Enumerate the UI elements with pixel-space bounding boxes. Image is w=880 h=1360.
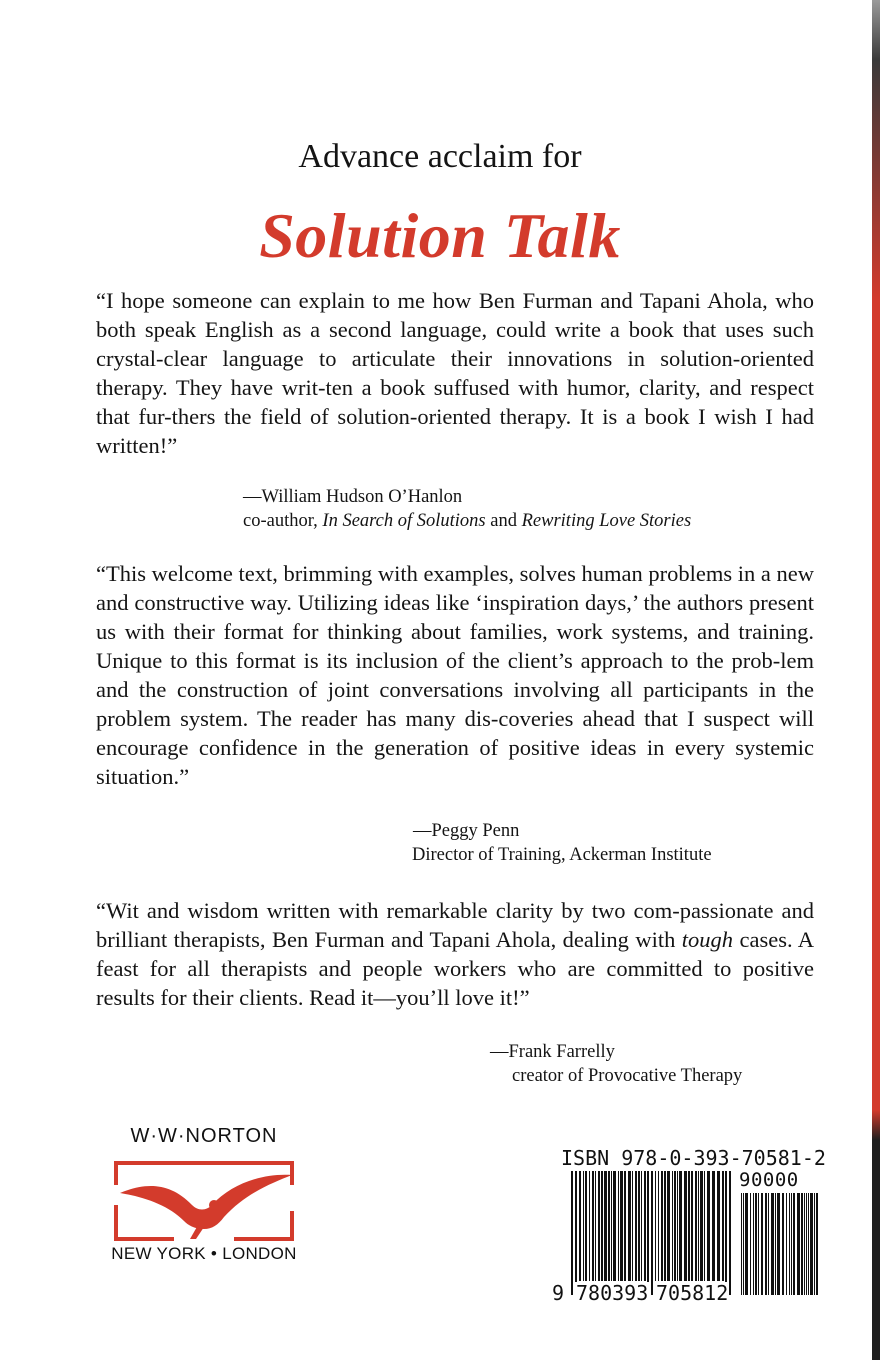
endorsement-quote-1: “I hope someone can explain to me how Ben Furman and Tapani Ahola, who both speak English as a second language, could write a book that uses such crystal-clear language to articulate their innovations in solution-oriented therapy. They have writ-ten a book suffused with humor, clarity, and respect that fur-thers the field of solution-oriented therapy. It is a book I wish I had written!” [96, 288, 814, 458]
barcode-bar [677, 1171, 678, 1281]
addon-bar [786, 1193, 787, 1295]
barcode-bar [641, 1171, 642, 1281]
isbn-number: ISBN 978-0-393-70581-2 [561, 1146, 826, 1170]
addon-bar [816, 1193, 818, 1295]
barcode-bar [672, 1171, 673, 1281]
barcode-bar [624, 1171, 626, 1281]
ean-left-group: 780393 [576, 1281, 649, 1305]
barcode-bar [620, 1171, 623, 1281]
barcode-guard-bar [575, 1171, 577, 1295]
addon-bar [806, 1193, 807, 1295]
addon-bar [782, 1193, 784, 1295]
barcode-bar [722, 1171, 724, 1281]
barcode-bar [579, 1171, 581, 1281]
addon-bar [789, 1193, 790, 1295]
addon-bar [797, 1193, 800, 1295]
isbn-barcode [552, 1146, 827, 1307]
endorsement-quote-2: “This welcome text, brimming with examples, solves human problems in a new and constructive way. Utilizing ideas like ‘inspiration days,’ the authors present us with their format for thinking about families, work systems, and training. Unique to this format is its inclusion of the client’s approach to the prob-lem and the construction of joint conversations involving all participants in the problem system. The reader has many dis-coveries ahead that I suspect will encourage confidence in the generation of positive ideas in every systemic situation.” [96, 561, 814, 789]
endorsement-author-1: —William Hudson O’Hanlon [243, 487, 463, 507]
price-addon-digits: 90000 [739, 1169, 799, 1191]
barcode-bar [717, 1171, 720, 1281]
addon-bar [741, 1193, 742, 1295]
barcode-guard-bar [729, 1171, 731, 1295]
barcode-bar [695, 1171, 697, 1281]
addon-bar [768, 1193, 769, 1295]
endorsement-affiliation-3: creator of Provocative Therapy [512, 1066, 743, 1086]
endorsement-attribution-2 [412, 819, 712, 867]
ean-right-group: 705812 [656, 1281, 729, 1305]
barcode-bar [589, 1171, 590, 1281]
addon-bar [745, 1193, 748, 1295]
barcode-bar [698, 1171, 699, 1281]
book-title: Solution Talk [259, 200, 621, 271]
addon-bar [761, 1193, 763, 1295]
barcode-bar [638, 1171, 640, 1281]
barcode-bar [583, 1171, 584, 1281]
barcode-bar [644, 1171, 646, 1281]
addon-bar [814, 1193, 815, 1295]
barcode-bar [679, 1171, 682, 1281]
barcode-bar [592, 1171, 594, 1281]
barcode-bar [628, 1171, 631, 1281]
addon-bar [808, 1193, 809, 1295]
barcode-bar [635, 1171, 637, 1281]
addon-bar [750, 1193, 751, 1295]
barcode-bar [601, 1171, 603, 1281]
endorsement-attribution-3 [489, 1040, 742, 1088]
addon-bar [753, 1193, 754, 1295]
addon-bar [743, 1193, 744, 1295]
barcode-guard-bar [725, 1171, 727, 1295]
addon-bar [758, 1193, 759, 1295]
barcode-bar [611, 1171, 612, 1281]
barcode-bar [613, 1171, 616, 1281]
publisher-logo [104, 1122, 304, 1272]
barcode-bar [664, 1171, 666, 1281]
endorsement-quote-3: “Wit and wisdom written with remarkable clarity by two com-passionate and brilliant therapists, Ben Furman and Tapani Ahola, dealing with tough cases. A feast for all therapists and people workers who are committed to positive results for their clients. Read it—you’ll love it!” [96, 898, 815, 1010]
barcode-bar [688, 1171, 690, 1281]
endorsement-author-3: —Frank Farrelly [490, 1042, 615, 1062]
barcode-bar [691, 1171, 693, 1281]
barcode-bar [618, 1171, 619, 1281]
barcode-bar [684, 1171, 687, 1281]
endorsement-author-2: —Peggy Penn [413, 821, 520, 841]
addon-bar [765, 1193, 767, 1295]
endorsement-affiliation-1: co-author, In Search of Solutions and Rewriting Love Stories [243, 511, 692, 531]
barcode-bar [704, 1171, 705, 1281]
endorsement-attribution-1 [243, 485, 691, 533]
addon-bar [775, 1193, 776, 1295]
barcode-bar [585, 1171, 587, 1281]
addon-bar [755, 1193, 757, 1295]
addon-bar [804, 1193, 805, 1295]
ean-prefix-digit: 9 [552, 1281, 565, 1305]
barcode-bar [595, 1171, 596, 1281]
addon-bar [810, 1193, 813, 1295]
barcode-guard-bar [571, 1171, 573, 1295]
addon-bar [777, 1193, 780, 1295]
page-heading: Advance acclaim for [298, 138, 582, 175]
barcode-bar [608, 1171, 610, 1281]
barcode-bar [655, 1171, 656, 1281]
barcode-bar [604, 1171, 607, 1281]
barcode-bar [632, 1171, 633, 1281]
barcode-bar [674, 1171, 676, 1281]
publisher-cities: NEW YORK • LONDON [111, 1244, 297, 1263]
barcode-bar [712, 1171, 715, 1281]
barcode-guard-bar [647, 1171, 649, 1295]
addon-bar [801, 1193, 803, 1295]
barcode-guard-bar [651, 1171, 653, 1295]
seagull-icon [114, 1155, 294, 1241]
endorsement-affiliation-2: Director of Training, Ackerman Institute [412, 845, 712, 865]
addon-bar [771, 1193, 774, 1295]
barcode-bar [598, 1171, 600, 1281]
barcode-bar [661, 1171, 663, 1281]
barcode-bar [707, 1171, 710, 1281]
barcode-bar [700, 1171, 703, 1281]
addon-bar [793, 1193, 795, 1295]
barcode-bar [667, 1171, 670, 1281]
barcode-bar [658, 1171, 659, 1281]
publisher-name: W·W·NORTON [130, 1125, 278, 1147]
addon-bar [791, 1193, 792, 1295]
